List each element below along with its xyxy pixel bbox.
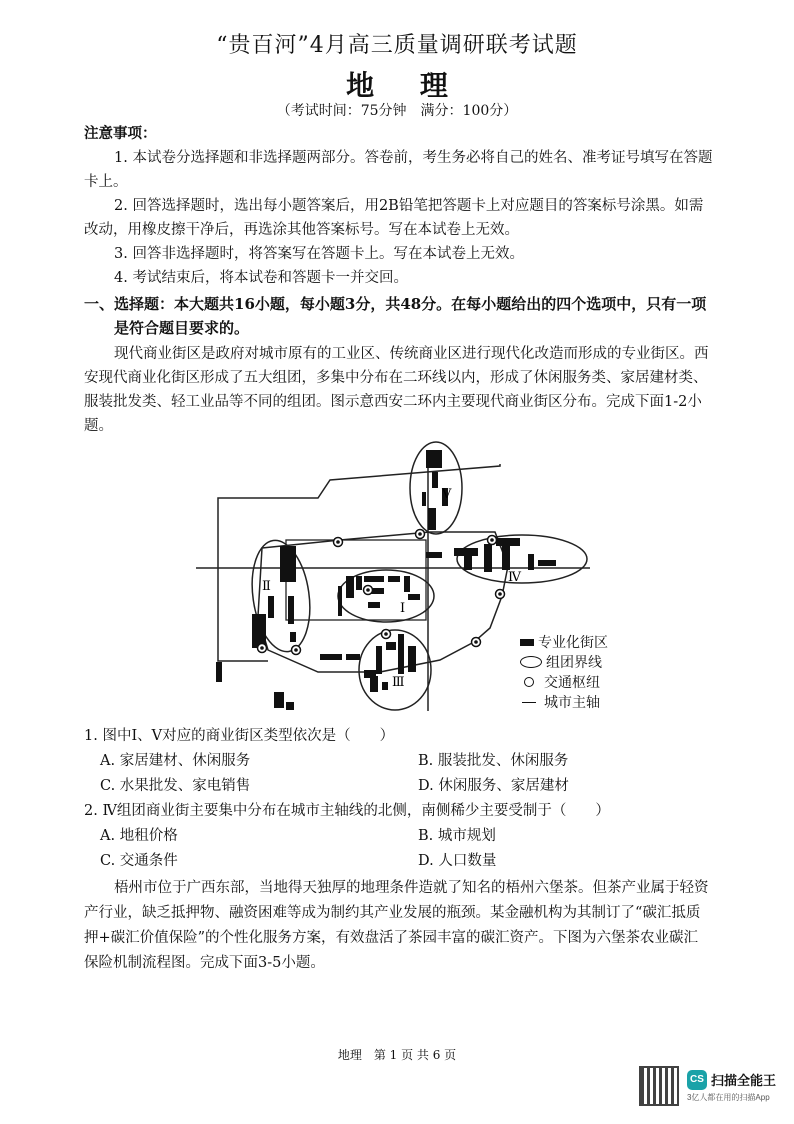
circle-dot-icon (524, 677, 534, 687)
note-line: 3. 回答非选择题时，将答案写在答题卡上。写在本试卷上无效。 (114, 246, 524, 262)
scanner-name: 扫描全能王 (710, 1073, 776, 1088)
legend-item-axis (520, 692, 608, 712)
legend-label: 城市主轴 (544, 695, 600, 711)
legend-item-block (520, 632, 608, 652)
xian-commercial-map (190, 436, 640, 722)
passage-line: 产行业，缺乏抵押物、融资困难等成为制约其产业发展的瓶颈。某金融机构为其制订了“碳汇抵质 (84, 905, 701, 921)
map-legend (520, 632, 608, 712)
passage-line: 押+碳汇价值保险”的个性化服务方案，有效盘活了茶园丰富的碳汇资产。下图为六堡茶农业碳汇 (84, 930, 699, 946)
passage-line: 服装批发类、轻工业品等不同的组团。图示意西安二环内主要现代商业街区分布。完成下面1-2小 (84, 394, 702, 410)
legend-item-ellipse (520, 652, 608, 672)
subject-title: 地 理 (346, 69, 466, 102)
cs-logo-icon: CS (687, 1070, 707, 1090)
q2-option-d: D. 人口数量 (418, 853, 497, 869)
cluster-label-iv: Ⅳ (508, 570, 521, 585)
passage-line: 安现代商业化街区形成了五大组团，多集中分布在二环线以内，形成了休闲服务类、家居建材类、 (84, 370, 708, 386)
scanner-text (687, 1070, 776, 1103)
scanner-badge (639, 1066, 776, 1106)
page-footer: 地理 第 1 页 共 6 页 (337, 1048, 457, 1062)
note-line: 2. 回答选择题时，选出每小题答案后，用2B铅笔把答题卡上对应题目的答案标号涂黑。如需 (114, 198, 704, 214)
note-line: 卡上。 (84, 174, 128, 190)
q2-option-c: C. 交通条件 (100, 853, 178, 869)
line-icon (522, 702, 536, 703)
ellipse-icon (520, 656, 542, 668)
exam-info: （考试时间：75分钟 满分：100分） (276, 103, 518, 119)
qr-code-icon (639, 1066, 679, 1106)
exam-title: “贵百河”4月高三质量调研联考试题 (216, 33, 578, 58)
question-2-stem: 2. Ⅳ组团商业街主要集中分布在城市主轴线的北侧，南侧稀少主要受制于（ ） (84, 803, 610, 819)
cluster-label-v: Ⅴ (442, 487, 452, 502)
passage-line: 现代商业街区是政府对城市原有的工业区、传统商业区进行现代化改造而形成的专业街区。西 (114, 346, 709, 362)
legend-label: 交通枢纽 (544, 675, 600, 691)
scanner-tagline: 3亿人都在用的扫描App (686, 1092, 770, 1102)
q2-option-b: B. 城市规划 (418, 828, 496, 844)
passage-line: 梧州市位于广西东部，当地得天独厚的地理条件造就了知名的梧州六堡茶。但茶产业属于轻资 (114, 880, 709, 896)
cluster-label-i: Ⅰ (400, 601, 406, 616)
q1-option-a: A. 家居建材、休闲服务 (100, 753, 251, 769)
legend-item-hub (520, 672, 608, 692)
passage-line: 题。 (84, 418, 113, 434)
passage-line: 保险机制流程图。完成下面3-5小题。 (84, 955, 325, 971)
cluster-label-iii: Ⅲ (392, 675, 405, 690)
q1-option-d: D. 休闲服务、家居建材 (418, 778, 569, 794)
question-1-stem: 1. 图中Ⅰ、Ⅴ对应的商业街区类型依次是（ ） (84, 728, 395, 744)
notes-heading: 注意事项： (84, 125, 157, 142)
section-heading-cont: 是符合题目要求的。 (114, 319, 250, 337)
cluster-label-ii: Ⅱ (262, 579, 271, 594)
legend-label: 专业化街区 (538, 635, 608, 651)
q1-option-c: C. 水果批发、家电销售 (100, 778, 251, 794)
section-heading: 一、选择题：本大题共16小题，每小题3分，共48分。在每小题给出的四个选项中，只有一项 (84, 295, 707, 313)
cluster-iv-boundary (457, 535, 587, 583)
note-line: 4. 考试结束后，将本试卷和答题卡一并交回。 (114, 270, 408, 286)
q2-option-a: A. 地租价格 (100, 828, 178, 844)
legend-label: 组团界线 (546, 655, 602, 671)
note-line: 1. 本试卷分选择题和非选择题两部分。答卷前，考生务必将自己的姓名、准考证号填写在答题 (114, 150, 713, 166)
q1-option-b: B. 服装批发、休闲服务 (418, 753, 569, 769)
note-line: 改动，用橡皮擦干净后，再选涂其他答案标号。写在本试卷上无效。 (84, 222, 519, 238)
filled-rect-icon (520, 639, 534, 646)
